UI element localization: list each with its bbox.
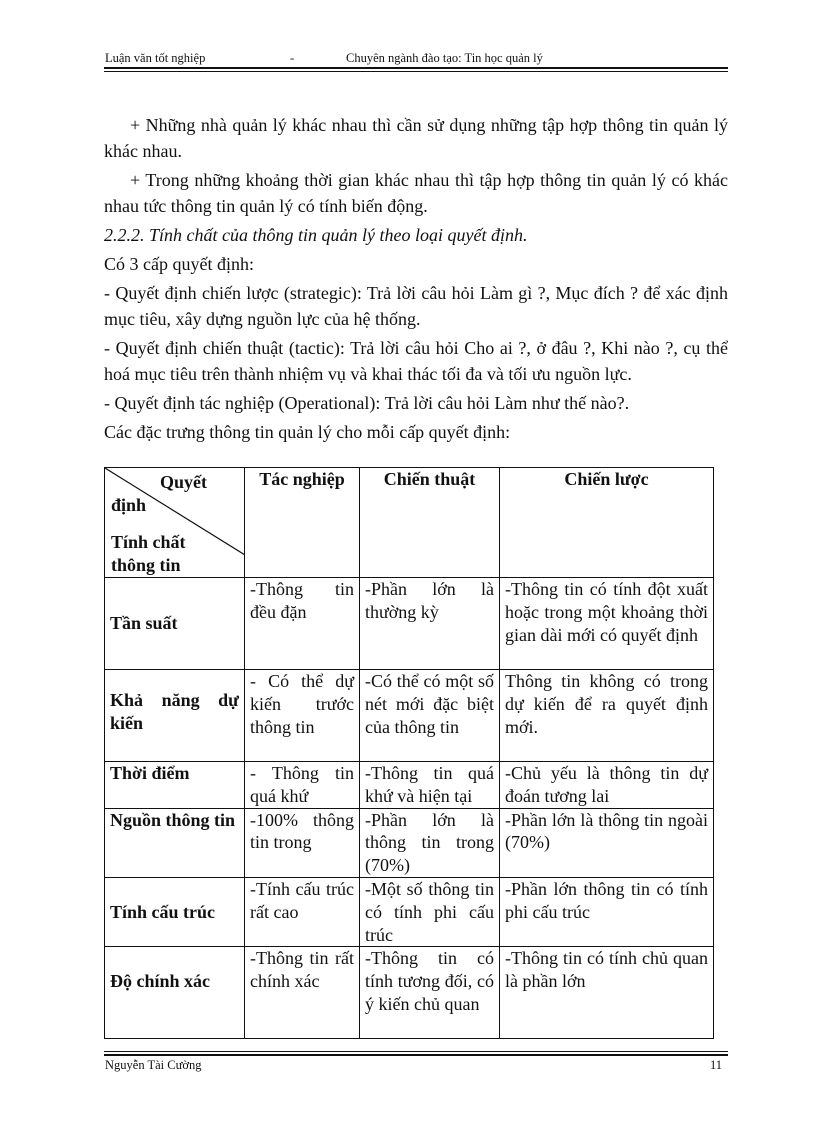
document-body [104,112,728,445]
decision-info-table [104,467,714,1039]
row-label: Thời điểm [105,762,245,809]
paragraph-managers: + Những nhà quản lý khác nhau thì cần sử dụng những tập hợp thông tin quản lý khác nhau. [104,115,728,161]
table-cell: -Thông tin có tính tương đối, có ý kiến chủ quan [360,947,500,1039]
table-row [105,578,714,670]
table-cell: -100% thông tin trong [245,808,360,877]
corner-label-decision: Quyết [160,472,207,492]
paragraph-strategic: - Quyết định chiến lược (strategic): Trả lời câu hỏi Làm gì ?, Mục đích ? để xác định mục tiêu, xây dựng nguồn lực của hệ thống. [104,283,728,329]
table-row [105,762,714,809]
corner-label-property-cont: thông tin [111,555,181,575]
paragraph-table-intro: Các đặc trưng thông tin quản lý cho mỗi cấp quyết định: [104,422,511,442]
table-cell: -Phần lớn là thông tin ngoài (70%) [500,808,714,877]
table-cell: -Phần lớn là thông tin trong (70%) [360,808,500,877]
header-major-label: Chuyên ngành đào tạo: Tin học quản lý [346,51,543,65]
table-cell: -Thông tin có tính đột xuất hoặc trong một khoảng thời gian dài mới có quyết định [500,578,714,670]
header-thesis-label: Luận văn tốt nghiệp [105,51,206,65]
table-cell: -Thông tin đều đặn [245,578,360,670]
table-cell: - Có thể dự kiến trước thông tin [245,670,360,762]
corner-label-decision-cont: định [111,495,147,515]
table-cell: -Tính cấu trúc rất cao [245,877,360,946]
paragraph-operational: - Quyết định tác nghiệp (Operational): Trả lời câu hỏi Làm như thế nào?. [104,393,630,413]
table-row [105,947,714,1039]
paragraph-time-periods: + Trong những khoảng thời gian khác nhau thì tập hợp thông tin quản lý có khác nhau tức thông tin quản lý có tính biến động. [104,170,728,216]
paragraph-tactic: - Quyết định chiến thuật (tactic): Trả lời câu hỏi Cho ai ?, ở đâu ?, Khi nào ?, cụ thể hoá mục tiêu trên thành nhiệm vụ và khai thác tối đa và tối ưu nguồn lực. [104,338,728,384]
row-label: Tính cấu trúc [105,877,245,946]
column-header-operational: Tác nghiệp [245,468,360,578]
corner-label-property: Tính chất [111,532,186,552]
column-header-tactical: Chiến thuật [360,468,500,578]
table-corner-cell [105,468,245,578]
table-cell: -Phần lớn thông tin có tính phi cấu trúc [500,877,714,946]
row-label: Khả năng dự kiến [105,670,245,762]
row-label: Độ chính xác [105,947,245,1039]
table-cell: -Thông tin rất chính xác [245,947,360,1039]
table-cell: -Một số thông tin có tính phi cấu trúc [360,877,500,946]
table-row [105,877,714,946]
table-cell: -Phần lớn là thường kỳ [360,578,500,670]
table-cell: -Thông tin có tính chủ quan là phần lớn [500,947,714,1039]
paragraph-decision-levels: Có 3 cấp quyết định: [104,254,254,274]
section-heading: 2.2.2. Tính chất của thông tin quản lý theo loại quyết định. [104,225,528,245]
table-cell: -Có thể có một số nét mới đặc biệt của thông tin [360,670,500,762]
page-header [104,48,728,66]
table-row [105,670,714,762]
table-cell: Thông tin không có trong dự kiến để ra quyết định mới. [500,670,714,762]
header-separator: - [290,51,295,65]
table-cell: -Thông tin quá khứ và hiện tại [360,762,500,809]
header-rule-thick [104,67,728,69]
footer-rule-thick [104,1054,728,1056]
table-cell: -Chủ yếu là thông tin dự đoán tương lai [500,762,714,809]
footer-rule-thin [104,1051,728,1052]
row-label: Nguồn thông tin [105,808,245,877]
table-header-row [105,468,714,578]
page-number: 11 [709,1058,722,1072]
table-row [105,808,714,877]
column-header-strategic: Chiến lược [500,468,714,578]
header-rule-thin [104,71,728,72]
row-label: Tần suất [105,578,245,670]
table-cell: - Thông tin quá khứ [245,762,360,809]
footer-author: Nguyễn Tài Cường [105,1058,202,1072]
